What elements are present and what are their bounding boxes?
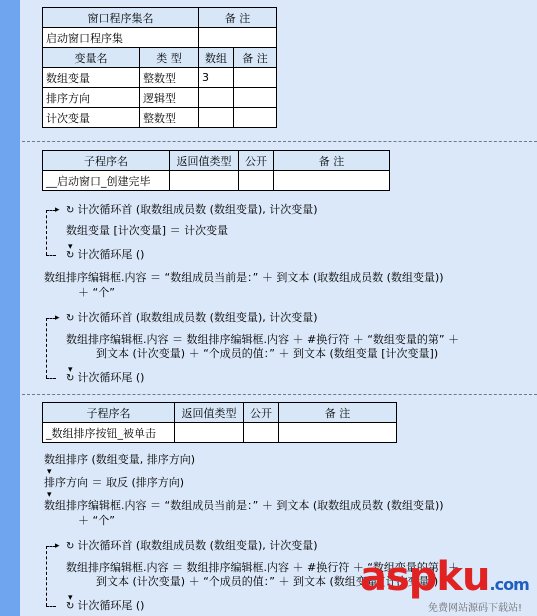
header-set-name: 窗口程序集名 (43, 8, 199, 28)
subroutine-public[interactable] (239, 171, 274, 191)
arrow-icon: ▸ (55, 541, 60, 551)
code-line[interactable]: 数组排序 (数组变量, 排序方向) (44, 453, 196, 466)
program-set-note[interactable] (199, 28, 277, 48)
loop-connector (46, 255, 56, 256)
code-line[interactable]: ↻ 计次循环首 (取数组成员数 (数组变量), 计次变量) (66, 311, 318, 324)
code-line[interactable]: ＋ “个” (78, 514, 115, 527)
arrow-icon: ▸ (55, 205, 60, 215)
var-array[interactable]: 3 (199, 68, 234, 88)
loop-icon: ↻ (66, 250, 75, 261)
loop-bracket (46, 318, 47, 378)
left-gutter (0, 0, 20, 616)
var-note[interactable] (234, 68, 277, 88)
loop-icon: ↻ (66, 373, 75, 384)
code-line[interactable]: 到文本 (计次变量) ＋ “个成员的值：” ＋ 到文本 (数组变量 [计次变量]) (96, 575, 439, 588)
loop-connector (46, 378, 56, 379)
arrow-down-icon: ▾ (68, 242, 73, 252)
header-sub-return: 返回值类型 (175, 403, 244, 423)
program-set-name[interactable]: 启动窗口程序集 (43, 28, 199, 48)
code-line[interactable]: 数组排序编辑框.内容 ＝ “数组成员当前是：” ＋ 到文本 (取数组成员数 (数组变量)) (44, 271, 444, 284)
var-type[interactable]: 整数型 (140, 108, 199, 128)
loop-bracket (46, 210, 47, 255)
var-note[interactable] (234, 108, 277, 128)
loop-connector (46, 606, 56, 607)
header-set-note: 备 注 (199, 8, 277, 28)
arrow-icon: ▸ (55, 313, 60, 323)
header-sub-name: 子程序名 (43, 151, 170, 171)
var-type[interactable]: 整数型 (140, 68, 199, 88)
code-line[interactable]: 排序方向 ＝ 取反 (排序方向) (44, 476, 185, 489)
var-note[interactable] (234, 88, 277, 108)
header-sub-public: 公开 (239, 151, 274, 171)
watermark-text: aspku.com (360, 554, 529, 600)
code-line[interactable]: 到文本 (计次变量) ＋ “个成员的值：” ＋ 到文本 (数组变量 [计次变量]) (96, 347, 439, 360)
arrow-down-icon: ▾ (68, 365, 73, 375)
code-line[interactable]: ＋ “个” (78, 286, 115, 299)
table-row[interactable] (43, 68, 277, 88)
subroutine-name[interactable]: __启动窗口_创建完毕 (43, 171, 170, 191)
separator (22, 141, 537, 142)
table-row[interactable] (43, 88, 277, 108)
code-line[interactable]: 数组排序编辑框.内容 ＝ 数组排序编辑框.内容 ＋ #换行符 ＋ “数组变量的第” ＋ (66, 561, 460, 574)
var-name[interactable]: 计次变量 (43, 108, 140, 128)
loop-icon: ↻ (66, 601, 75, 612)
table-row[interactable] (43, 108, 277, 128)
arrow-down-icon: ▾ (68, 593, 73, 603)
subroutine-return[interactable] (170, 171, 239, 191)
code-line[interactable]: ↻ 计次循环尾 () (66, 248, 145, 261)
subroutine-table-1 (42, 150, 390, 191)
subroutine-return[interactable] (175, 423, 244, 443)
header-sub-note: 备 注 (279, 403, 397, 423)
separator (22, 394, 537, 395)
header-var-note: 备 注 (234, 48, 277, 68)
code-line[interactable]: 数组排序编辑框.内容 ＝ 数组排序编辑框.内容 ＋ #换行符 ＋ “数组变量的第” ＋ (66, 333, 460, 346)
loop-icon: ↻ (66, 205, 75, 216)
loop-bracket (46, 546, 47, 606)
subroutine-note[interactable] (274, 171, 390, 191)
subroutine-table-2 (42, 402, 397, 443)
header-var-type: 类 型 (140, 48, 199, 68)
loop-icon: ↻ (66, 541, 75, 552)
var-type[interactable]: 逻辑型 (140, 88, 199, 108)
subroutine-name[interactable]: _数组排序按钮_被单击 (43, 423, 175, 443)
var-array[interactable] (199, 88, 234, 108)
var-array[interactable] (199, 108, 234, 128)
var-name[interactable]: 数组变量 (43, 68, 140, 88)
header-sub-return: 返回值类型 (170, 151, 239, 171)
header-sub-name: 子程序名 (43, 403, 175, 423)
code-line[interactable]: 数组变量 [计次变量] ＝ 计次变量 (66, 224, 229, 237)
header-var-array: 数组 (199, 48, 234, 68)
program-set-table (42, 7, 277, 128)
code-line[interactable]: ↻ 计次循环尾 () (66, 599, 145, 612)
code-line[interactable]: 数组排序编辑框.内容 ＝ “数组成员当前是：” ＋ 到文本 (取数组成员数 (数组变量)) (44, 499, 444, 512)
subroutine-note[interactable] (279, 423, 397, 443)
arrow-down-icon: ▾ (47, 490, 52, 500)
watermark-logo (360, 555, 537, 616)
code-line[interactable]: ↻ 计次循环首 (取数组成员数 (数组变量), 计次变量) (66, 203, 318, 216)
header-var-name: 变量名 (43, 48, 140, 68)
loop-icon: ↻ (66, 313, 75, 324)
code-line[interactable]: ↻ 计次循环首 (取数组成员数 (数组变量), 计次变量) (66, 539, 318, 552)
var-name[interactable]: 排序方向 (43, 88, 140, 108)
subroutine-public[interactable] (244, 423, 279, 443)
watermark-subtitle: 免费网站源码下载站! (428, 603, 523, 614)
code-line[interactable]: ↻ 计次循环尾 () (66, 371, 145, 384)
arrow-down-icon: ▾ (47, 467, 52, 477)
header-sub-note: 备 注 (274, 151, 390, 171)
header-sub-public: 公开 (244, 403, 279, 423)
